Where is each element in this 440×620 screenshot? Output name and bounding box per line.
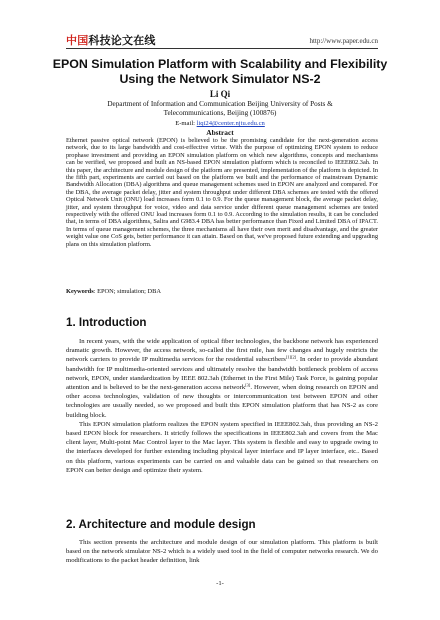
abstract-text: Ethernet passive optical network (EPON) is believed to be the promising candidate for the next-generation access network, due to its large bandwidth and cost-effective virtue. With the purpose of optimizing EPON system to reduce prophase investment and providing an EPON simulation platform on which new algorithms, concepts and mechanisms can be verified, we proposed and built an NS-based EPON simulation platform which is reconciled to IEEE802.3ah. In this paper, the architecture and module design of the platform are presented, implementation of the platform is depicted. In the fifth part, experiments are carried out based on the platform we built and the performance of mainstream Dynamic Bandwidth Allocation (DBA) algorithms and queue management schemes used in EPON are analyzed and compared. For the DBA, the average packet delay, jitter and system throughput under different DBA schemes are tested with the offered Optical Network Unit (ONU) load increases form 0.1 to 0.9. For the queue management block, the average packet delay, jitter, and system throughput for voice, video and data service under different queue management schemes are tested respectively with the offered ONU load increases form 0.1 to 0.9. According to the simulation results, it can be concluded that, in terms of DBA algorithms, Salira and G983.4 DBA has better performance than Fixed and Limited DBA of IPACT. In terms of queue management schemes, the three mechanisms all have their own merit and disadvantage, and the greater weight value one CoS gets, better performance it can attain. Based on that, we've proposed future extending and upgrading plans on this simulation platform.: [66, 137, 378, 248]
author-name: Li Qi: [209, 89, 231, 99]
affiliation-line-2: Telecommunications, Beijing (100876): [163, 109, 277, 117]
affiliation: [60, 100, 380, 118]
email-link[interactable]: liqi24@center.njtu.edu.cn: [196, 120, 265, 127]
intro-paragraph-1: In recent years, with the wide application of optical fiber technologies, the backbone network has experienced dramatic growth. However, the access network, so-called the first mile, has few changes and hugely restricts the network carriers to provide IP multimedia services for the residential subscribers[1][2]. In order to provide abundant bandwidth for IP multimedia-oriented services and ultimately resolve the bandwidth bottleneck problem of access network, EPON, under standardization by IEEE 802.3ah (Ethernet in the First Mile) Task Force, is gaining popular attention and is believed to be the next-generation access network[3]. However, when doing research on EPON and other access technologies, validation of new thoughts or intercommunication test between EPON and other technologies are usually needed, so we proposed and built this EPON simulation platform that has NS-2 as core building block.: [66, 338, 379, 419]
architecture-paragraph-1: This section presents the architecture and module design of our simulation platform. This platform is built based on the network simulator NS-2 which is a widely used tool in the field of computer networks research. We do modifications to the packet header definition, link: [66, 539, 378, 565]
section-heading-architecture: 2. Architecture and module design: [66, 518, 256, 531]
abstract-heading: Abstract: [206, 128, 234, 137]
citation-ref-2[interactable]: [3]: [245, 382, 251, 388]
keywords-label: Keywords: [66, 288, 94, 295]
keywords-list: : EPON; simulation; DBA: [93, 288, 161, 295]
introduction-body: [66, 337, 378, 475]
header-rule: [66, 48, 378, 49]
paper-title: [40, 57, 400, 87]
header-url: http://www.paper.edu.cn: [309, 37, 378, 45]
email-line: [60, 119, 380, 128]
section-heading-introduction: 1. Introduction: [66, 316, 147, 329]
intro-paragraph-2: This EPON simulation platform realizes the EPON system specified in IEEE802.3ah, thus providing an NS-2 based EPON block for researchers. It strictly follows the specifications in IEEE802.3ah and covers from the Mac client layer, Multi-point Mac Control layer to the Mac layer. This system is flexible and easy to upgrade owing to the interfaces developed for further extending including physical layer interface and IP layer interface, etc.. Based on this platform, various experiments can be carried on and valuable data can be gained so that researchers on EPON can better design and optimize their system.: [66, 420, 378, 474]
site-logo: [66, 34, 156, 48]
affiliation-line-1: Department of Information and Communication Beijing University of Posts &: [107, 100, 333, 108]
logo-red-text: 中国: [66, 34, 89, 47]
title-line-1: EPON Simulation Platform with Scalability and Flexibility: [52, 57, 388, 71]
email-label: E-mail:: [175, 120, 197, 127]
architecture-body: [66, 538, 378, 566]
page-number: -1-: [216, 580, 224, 587]
title-line-2: Using the Network Simulator NS-2: [119, 72, 321, 86]
keywords: [66, 288, 378, 296]
citation-ref-1[interactable]: [1][2]: [285, 354, 297, 360]
logo-black-text: 科技论文在线: [88, 34, 156, 47]
